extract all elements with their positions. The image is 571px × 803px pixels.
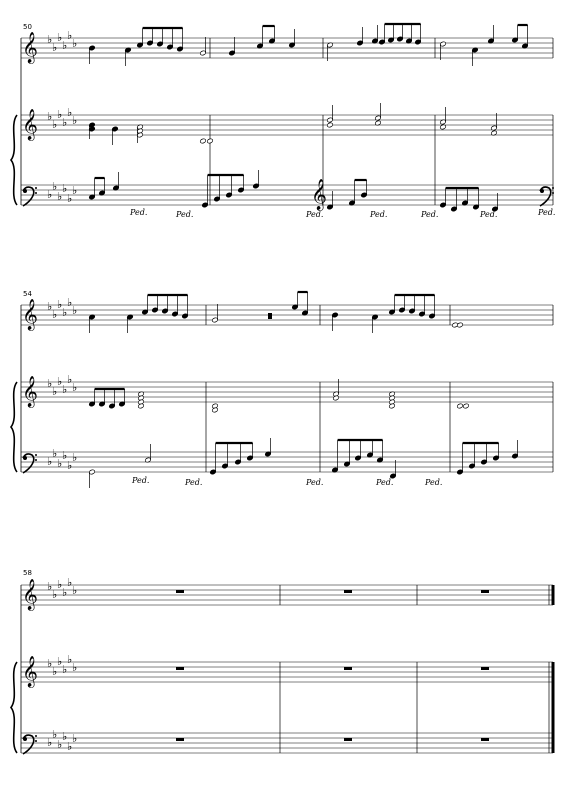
flat-sign: ♭ [47, 188, 53, 201]
bass-clef-dot [35, 735, 37, 737]
note-head [207, 138, 214, 144]
staff [21, 115, 553, 135]
final-barline-thick [552, 662, 555, 753]
pedal-mark: Ped. [176, 210, 194, 219]
flat-sign: ♭ [62, 306, 68, 319]
flat-sign: ♭ [52, 118, 58, 131]
bass-clef-dot [23, 456, 27, 460]
flat-sign: ♭ [47, 580, 53, 593]
bass-clef-dot [35, 740, 37, 742]
whole-rest [344, 667, 352, 670]
staff [21, 452, 553, 472]
flat-sign: ♭ [62, 730, 68, 743]
flat-sign: ♭ [62, 116, 68, 129]
measure-number-58: 58 [23, 569, 32, 577]
flat-sign: ♭ [62, 663, 68, 676]
bass-clef-dot [23, 189, 27, 193]
bass-clef-dot [552, 187, 554, 189]
flat-sign: ♭ [72, 584, 78, 597]
flat-sign: ♭ [47, 455, 53, 468]
treble-clef: 𝄞 [311, 179, 327, 210]
brace [11, 382, 17, 472]
flat-sign: ♭ [72, 114, 78, 127]
whole-rest [481, 738, 489, 741]
flat-sign: ♭ [57, 578, 63, 591]
staff [21, 733, 553, 753]
flat-sign: ♭ [72, 304, 78, 317]
flat-sign: ♭ [52, 385, 58, 398]
whole-rest [481, 667, 489, 670]
brace [11, 115, 17, 205]
bass-clef-dot [35, 459, 37, 461]
note-head [200, 138, 207, 144]
flat-sign: ♭ [67, 106, 73, 119]
flat-sign: ♭ [52, 588, 58, 601]
pedal-mark: Ped. [480, 210, 498, 219]
treble-clef: 𝄞 [22, 299, 38, 330]
flat-sign: ♭ [62, 383, 68, 396]
flat-sign: ♭ [47, 33, 53, 46]
flat-sign: ♭ [62, 39, 68, 52]
flat-sign: ♭ [57, 298, 63, 311]
flat-sign: ♭ [72, 661, 78, 674]
flat-sign: ♭ [72, 184, 78, 197]
treble-clef: 𝄞 [22, 656, 38, 687]
flat-sign: ♭ [67, 296, 73, 309]
quarter-rest [268, 313, 272, 319]
flat-sign: ♭ [57, 108, 63, 121]
treble-clef: 𝄞 [22, 579, 38, 610]
note-head [463, 403, 470, 409]
flat-sign: ♭ [47, 736, 53, 749]
flat-sign: ♭ [57, 190, 63, 203]
whole-rest [481, 590, 489, 593]
flat-sign: ♭ [72, 451, 78, 464]
flat-sign: ♭ [57, 457, 63, 470]
flat-sign: ♭ [52, 41, 58, 54]
pedal-mark: Ped. [538, 208, 556, 217]
staff [21, 382, 553, 402]
brace [11, 662, 17, 753]
flat-sign: ♭ [52, 728, 58, 741]
bass-clef-dot [35, 454, 37, 456]
note-head [327, 122, 334, 128]
whole-rest [344, 590, 352, 593]
treble-clef: 𝄞 [22, 376, 38, 407]
flat-sign: ♭ [67, 740, 73, 753]
flat-sign: ♭ [52, 308, 58, 321]
treble-clef: 𝄞 [22, 109, 38, 140]
whole-rest [176, 667, 184, 670]
note-head [457, 322, 464, 328]
pedal-mark: Ped. [425, 478, 443, 487]
treble-clef: 𝄞 [22, 32, 38, 63]
measure-number-50: 50 [23, 23, 32, 31]
flat-sign: ♭ [52, 447, 58, 460]
whole-rest [176, 590, 184, 593]
pedal-mark: Ped. [421, 210, 439, 219]
pedal-mark: Ped. [306, 210, 324, 219]
pedal-mark: Ped. [185, 478, 203, 487]
pedal-mark: Ped. [306, 478, 324, 487]
bass-clef-dot [552, 192, 554, 194]
flat-sign: ♭ [52, 665, 58, 678]
score-content [11, 24, 555, 754]
flat-sign: ♭ [72, 732, 78, 745]
whole-rest [344, 738, 352, 741]
flat-sign: ♭ [57, 655, 63, 668]
flat-sign: ♭ [52, 180, 58, 193]
flat-sign: ♭ [67, 459, 73, 472]
flat-sign: ♭ [67, 373, 73, 386]
staff [21, 38, 553, 58]
bass-clef-dot [540, 189, 544, 193]
flat-sign: ♭ [57, 375, 63, 388]
flat-sign: ♭ [62, 449, 68, 462]
pedal-mark: Ped. [132, 476, 150, 485]
final-barline-thick [552, 585, 555, 605]
measure-number-54: 54 [23, 290, 32, 298]
bass-clef-dot [35, 192, 37, 194]
flat-sign: ♭ [57, 31, 63, 44]
pedal-mark: Ped. [130, 208, 148, 217]
flat-sign: ♭ [67, 576, 73, 589]
flat-sign: ♭ [67, 192, 73, 205]
flat-sign: ♭ [67, 653, 73, 666]
staff [21, 662, 553, 682]
flat-sign: ♭ [67, 29, 73, 42]
flat-sign: ♭ [62, 586, 68, 599]
note-head [457, 403, 464, 409]
pedal-mark: Ped. [370, 210, 388, 219]
flat-sign: ♭ [47, 377, 53, 390]
flat-sign: ♭ [47, 300, 53, 313]
pedal-mark: Ped. [376, 478, 394, 487]
flat-sign: ♭ [62, 182, 68, 195]
whole-rest [176, 738, 184, 741]
flat-sign: ♭ [72, 381, 78, 394]
staff [21, 305, 553, 325]
flat-sign: ♭ [47, 110, 53, 123]
bass-clef-dot [35, 187, 37, 189]
bass-clef-dot [23, 737, 27, 741]
flat-sign: ♭ [72, 37, 78, 50]
flat-sign: ♭ [47, 657, 53, 670]
flat-sign: ♭ [57, 738, 63, 751]
staff [21, 585, 553, 605]
